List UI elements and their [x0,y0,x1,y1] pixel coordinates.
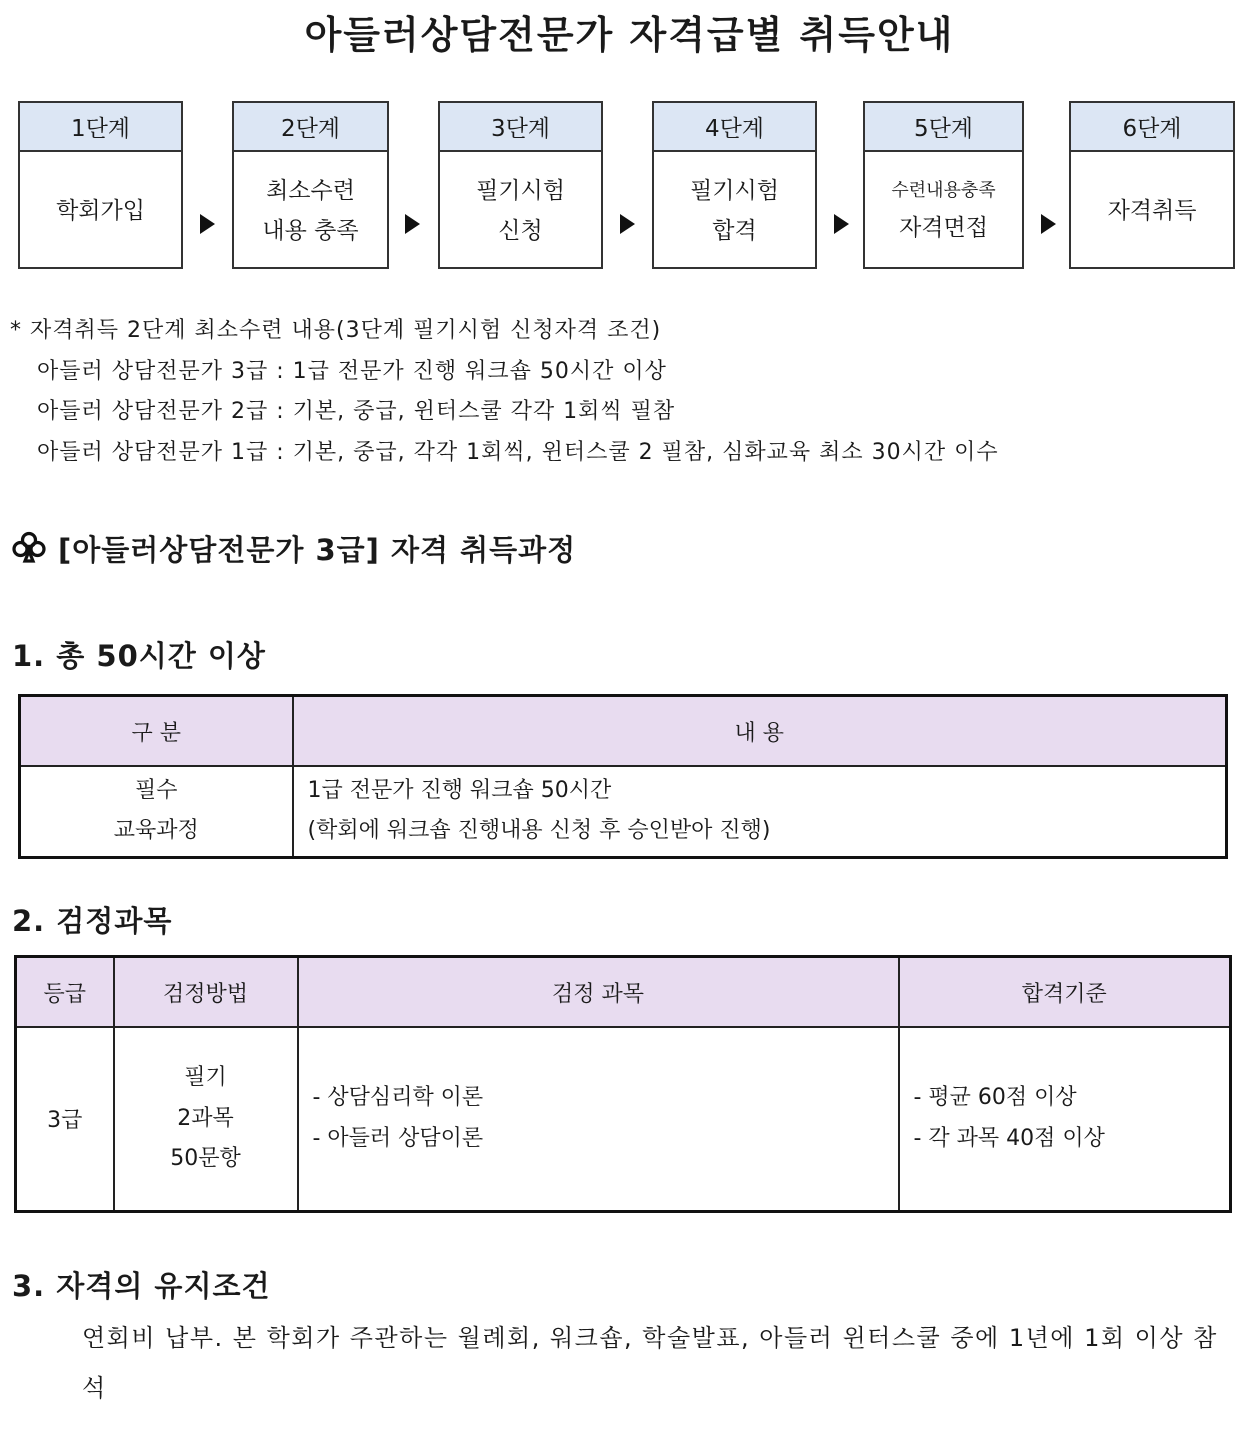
step-text: 학회가입 [56,197,145,224]
note-line: * 자격취득 2단계 최소수련 내용(3단계 필기시험 신청자격 조건) [10,318,662,343]
step-text: 필기시험 [476,177,565,204]
step-text: 신청 [498,217,543,244]
step-4 [652,101,817,269]
step-text: 필기시험 [690,177,779,204]
arrow-icon [1041,214,1056,234]
page-title: 아들러상담전문가 자격급별 취득안내 [304,13,955,57]
step-text: 내용 충족 [262,217,359,244]
sec2-table [14,955,1232,1213]
step-label: 4단계 [654,103,815,152]
arrow-icon [620,214,635,234]
step-label: 5단계 [865,103,1022,152]
step-text: 수련내용충족 [891,179,996,201]
category-cell: 필수 교육과정 [20,766,293,857]
club-icon [12,531,46,570]
step-label: 2단계 [234,103,387,152]
step-2 [232,101,389,269]
section-heading: [아들러상담전문가 3급] 자격 취득과정 [12,528,576,570]
arrow-icon [834,214,849,234]
step-text: 자격취득 [1107,197,1197,224]
header-grade: 등급 [16,957,114,1028]
subjects-cell: - 상담심리학 이론 - 아들러 상담이론 [298,1027,899,1211]
header-category: 구 분 [20,696,293,767]
step-text: 최소수련 [266,177,355,204]
maintenance-text: 연회비 납부. 본 학회가 주관하는 월례회, 워크숍, 학술발표, 아들러 윈터스쿨 중에 1년에 1회 이상 참석 [82,1324,1218,1402]
header-content: 내 용 [293,696,1227,767]
arrow-icon [200,214,215,234]
header-criteria: 합격기준 [899,957,1231,1028]
method-cell: 필기 2과목 50문항 [114,1027,298,1211]
step-label: 6단계 [1071,103,1233,152]
sec1-heading: 1. 총 50시간 이상 [12,639,266,673]
step-6 [1069,101,1235,269]
step-label: 1단계 [20,103,181,152]
step-label: 3단계 [440,103,601,152]
step-text: 자격면접 [899,214,988,241]
note-line: 아들러 상담전문가 2급 : 기본, 중급, 윈터스쿨 각각 1회씩 필참 [37,399,676,424]
step-5 [863,101,1024,269]
note-line: 아들러 상담전문가 3급 : 1급 전문가 진행 워크숍 50시간 이상 [37,358,667,384]
step-3 [438,101,603,269]
requirements-notes [10,311,999,473]
step-1 [18,101,183,269]
step-text: 합격 [712,217,757,244]
arrow-icon [405,214,420,234]
sec1-table [18,694,1228,859]
note-line: 아들러 상담전문가 1급 : 기본, 중급, 각각 1회씩, 윈터스쿨 2 필참, 심화교육 최소 30시간 이수 [37,439,999,465]
sec2-heading: 2. 검정과목 [12,904,173,938]
header-method: 검정방법 [114,957,298,1028]
header-subjects: 검정 과목 [298,957,899,1028]
content-cell: 1급 전문가 진행 워크숍 50시간 (학회에 워크숍 진행내용 신청 후 승인받아 진행) [293,766,1227,857]
sec3-heading: 3. 자격의 유지조건 [12,1269,271,1303]
criteria-cell: - 평균 60점 이상 - 각 과목 40점 이상 [899,1027,1231,1211]
grade-cell: 3급 [16,1027,114,1211]
